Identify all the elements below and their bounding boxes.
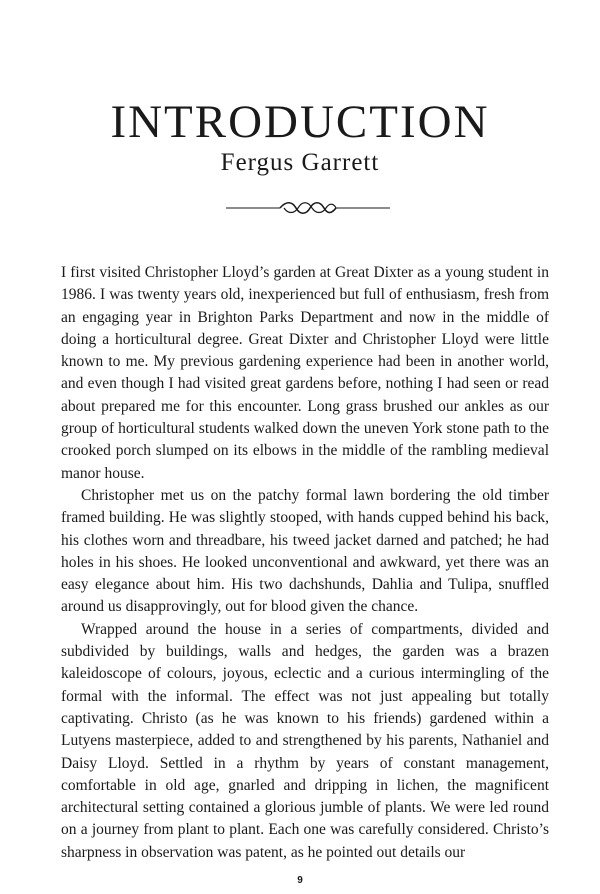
chapter-author: Fergus Garrett	[220, 149, 380, 176]
body-text	[61, 262, 549, 864]
chapter-title: INTRODUCTION	[110, 96, 490, 148]
flourish-divider-icon	[226, 197, 390, 219]
paragraph: I first visited Christopher Lloyd’s garden at Great Dixter as a young student in 1986. I was twenty years old, inexperienced but full of enthusiasm, fresh from an engaging year in Brighton Parks Department and now in the middle of doing a horticultural degree. Great Dixter and Christopher Lloyd were little known to me. My previous gardening experience had been in another world, and even though I had visited great gardens before, nothing I had seen or read about prepared me for this encounter. Long grass brushed our ankles as our group of horticultural students walked down the uneven York stone path to the crooked porch slumped on its elbows in the middle of the rambling medieval manor house.	[61, 264, 549, 482]
paragraph: Wrapped around the house in a series of compartments, divided and subdivided by buildings, walls and hedges, the garden was a brazen kaleidoscope of colours, joyous, eclectic and a curious intermingling of the formal with the informal. The effect was not just appealing but totally captivating. Christo (as he was known to his friends) gardened within a Lutyens masterpiece, added to and strengthened by his parents, Nathaniel and Daisy Lloyd. Settled in a rhythm by years of constant management, comfortable in old age, gnarled and dripping in lichen, the magnificent architectural setting contained a glorious jumble of plants. We were led round on a journey from plant to plant. Each one was carefully considered. Christo’s sharpness in observation was patent, as he pointed out details our	[61, 620, 549, 861]
page-number: 9	[297, 875, 303, 886]
paragraph: Christopher met us on the patchy formal lawn bordering the old timber framed building. He was slightly stooped, with hands cupped behind his back, his clothes worn and threadbare, his tweed jacket darned and patched; he had holes in his shoes. He looked unconventional and awkward, yet there was an easy elegance about him. His two dachshunds, Dahlia and Tulipa, snuffled around us disapprovingly, out for blood given the chance.	[61, 486, 549, 616]
